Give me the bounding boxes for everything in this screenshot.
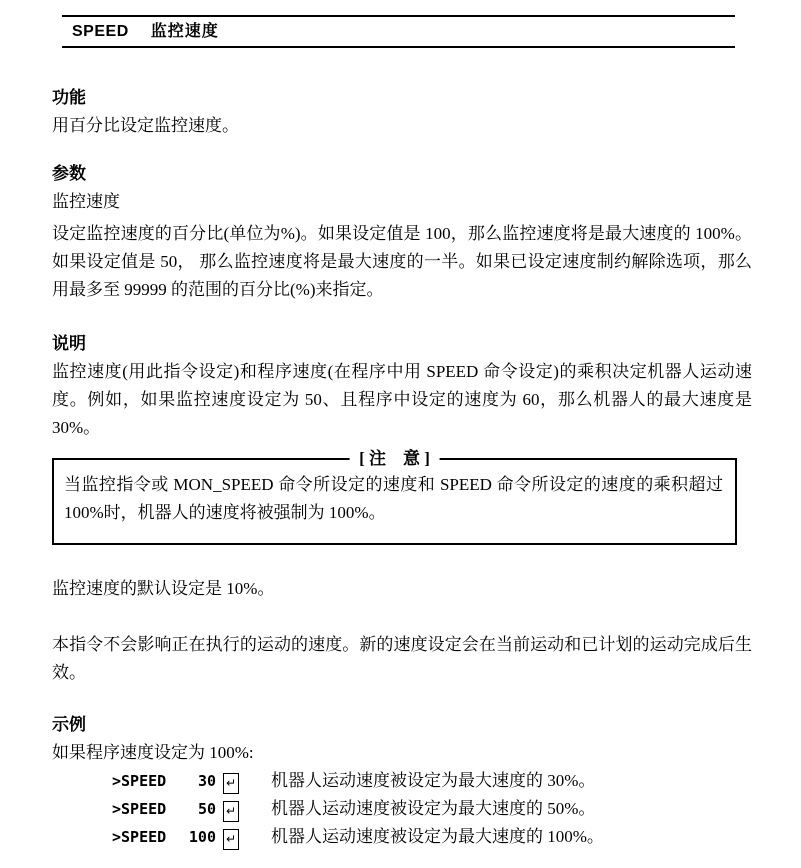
section-heading-description: 说明 (52, 334, 86, 353)
example-row (52, 767, 752, 795)
note-box (52, 449, 737, 545)
example-intro: 如果程序速度设定为 100%: (52, 743, 254, 762)
enter-key-icon: ↵ (223, 773, 239, 794)
description-body: 监控速度(用此指令设定)和程序速度(在程序中用 SPEED 命令设定)的乘积决定机器人运动速度。例如，如果监控速度设定为 50、且程序中设定的速度为 60，那么机器人的最大速度是 30%。 (52, 362, 752, 437)
example-result: 机器人运动速度被设定为最大速度的 30%。 (271, 771, 596, 790)
effect-note: 本指令不会影响正在执行的运动的速度。新的速度设定会在当前运动和已计划的运动完成后生效。 (52, 635, 752, 682)
parameter-description: 设定监控速度的百分比(单位为%)。如果设定值是 100，那么监控速度将是最大速度的 100%。如果设定值是 50， 那么监控速度将是最大速度的一半。如果已设定速度制约解除选项，那么用最多至 99999 的范围的百分比(%)来指定。 (52, 224, 752, 299)
example-command: >SPEED (112, 828, 167, 846)
example-row (52, 795, 752, 823)
note-body: 当监控指令或 MON_SPEED 命令所设定的速度和 SPEED 命令所设定的速度的乘积超过 100%时，机器人的速度将被强制为 100%。 (64, 475, 723, 522)
enter-key-icon: ↵ (223, 801, 239, 822)
command-header (62, 15, 735, 48)
parameter-name: 监控速度 (52, 192, 120, 211)
section-heading-parameters: 参数 (52, 164, 86, 183)
example-result: 机器人运动速度被设定为最大速度的 50%。 (271, 799, 596, 818)
example-value: 50 (197, 800, 216, 818)
note-title: [ 注 意 ] (349, 445, 440, 473)
enter-key-icon: ↵ (223, 829, 239, 850)
section-heading-function: 功能 (52, 88, 86, 107)
example-value: 30 (197, 772, 216, 790)
command-subtitle: 监控速度 (150, 23, 219, 40)
section-heading-example: 示例 (52, 715, 86, 734)
example-result: 机器人运动速度被设定为最大速度的 100%。 (271, 827, 604, 846)
command-name: SPEED (72, 23, 129, 40)
default-setting-note: 监控速度的默认设定是 10%。 (52, 579, 275, 598)
example-row (52, 823, 752, 851)
example-value: 100 (188, 828, 216, 846)
page-title (72, 21, 735, 43)
example-rows (52, 767, 752, 851)
function-body: 用百分比设定监控速度。 (52, 116, 239, 135)
example-command: >SPEED (112, 772, 167, 790)
example-command: >SPEED (112, 800, 167, 818)
